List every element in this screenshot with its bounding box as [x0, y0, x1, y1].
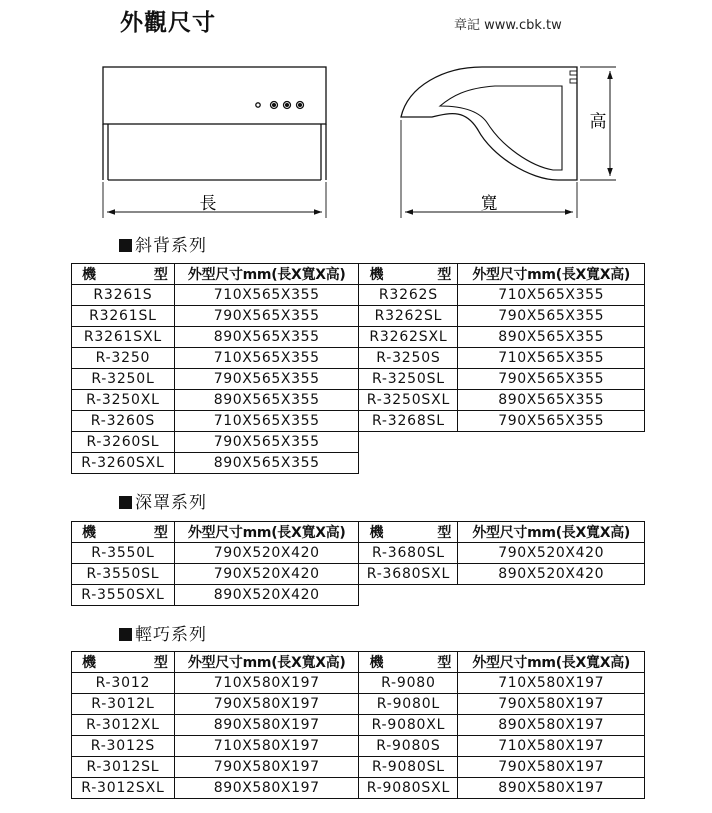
- dimension-cell: 790X565X355: [458, 411, 645, 432]
- spec-table-deep-hood-series: [71, 521, 645, 606]
- model-cell: R-3250XL: [72, 390, 175, 411]
- header-dimension: 外型尺寸mm(長X寬X高): [458, 652, 645, 673]
- model-cell: R-3250: [72, 348, 175, 369]
- dimension-cell: 890X520X420: [174, 585, 359, 606]
- table-row: [72, 736, 645, 757]
- dimension-cell: 890X580X197: [174, 715, 359, 736]
- dimension-cell: 890X565X355: [174, 390, 359, 411]
- table-row: [72, 694, 645, 715]
- table-row: [72, 543, 645, 564]
- dimension-cell: 790X520X420: [458, 543, 645, 564]
- section-title-slanted-series: [119, 231, 207, 256]
- dimension-cell: 890X565X355: [458, 327, 645, 348]
- spec-table-slanted-series: [71, 263, 645, 474]
- model-cell: R-3250SXL: [359, 390, 458, 411]
- length-label: 長: [199, 194, 217, 214]
- model-cell: R-3250S: [359, 348, 458, 369]
- dimension-cell: 790X565X355: [174, 432, 359, 453]
- model-cell: R-3012S: [72, 736, 175, 757]
- dimension-cell: 710X580X197: [458, 736, 645, 757]
- table-header-row: [72, 652, 645, 673]
- dimension-cell: 790X565X355: [458, 306, 645, 327]
- dimension-cell: 790X565X355: [174, 369, 359, 390]
- model-cell: R3261SL: [72, 306, 175, 327]
- model-cell: R-9080XL: [359, 715, 458, 736]
- width-label: 寬: [480, 194, 498, 214]
- dimension-cell: 710X580X197: [174, 673, 359, 694]
- empty-cell: [359, 585, 645, 606]
- dimension-cell: 710X565X355: [174, 411, 359, 432]
- header-dimension: 外型尺寸mm(長X寬X高): [458, 522, 645, 543]
- dimension-cell: 710X565X355: [174, 348, 359, 369]
- section-title-compact-series: [119, 620, 207, 645]
- table-row: [72, 585, 645, 606]
- table-row: [72, 432, 645, 453]
- dimension-cell: 890X580X197: [458, 778, 645, 799]
- side-view: [401, 67, 616, 218]
- dimension-cell: 890X580X197: [458, 715, 645, 736]
- bullet-square-icon: [119, 628, 132, 641]
- model-cell: R3261S: [72, 285, 175, 306]
- dimension-cell: 890X580X197: [174, 778, 359, 799]
- header-model: 機 型: [359, 264, 458, 285]
- model-cell: R-3012L: [72, 694, 175, 715]
- dimension-cell: 710X565X355: [458, 348, 645, 369]
- header-dimension: 外型尺寸mm(長X寬X高): [174, 652, 359, 673]
- dimension-cell: 790X580X197: [458, 757, 645, 778]
- table-header-row: [72, 264, 645, 285]
- table-row: [72, 327, 645, 348]
- dimension-cell: 710X580X197: [458, 673, 645, 694]
- dimension-cell: 790X520X420: [174, 543, 359, 564]
- dimension-cell: 790X565X355: [174, 306, 359, 327]
- section-title-text: 斜背系列: [135, 236, 207, 256]
- model-cell: R3262SL: [359, 306, 458, 327]
- model-cell: R-9080SXL: [359, 778, 458, 799]
- model-cell: R-3250SL: [359, 369, 458, 390]
- header-dimension: 外型尺寸mm(長X寬X高): [458, 264, 645, 285]
- header-model: 機 型: [359, 652, 458, 673]
- header-model: 機 型: [72, 652, 175, 673]
- header-dimension: 外型尺寸mm(長X寬X高): [174, 522, 359, 543]
- table-row: [72, 778, 645, 799]
- model-cell: R-9080L: [359, 694, 458, 715]
- header-model: 機 型: [72, 264, 175, 285]
- dimension-cell: 890X565X355: [458, 390, 645, 411]
- table-row: [72, 564, 645, 585]
- model-cell: R-3680SXL: [359, 564, 458, 585]
- model-cell: R-3550SL: [72, 564, 175, 585]
- header-dimension: 外型尺寸mm(長X寬X高): [174, 264, 359, 285]
- empty-cell: [359, 453, 645, 474]
- model-cell: R-3260SL: [72, 432, 175, 453]
- dimension-cell: 890X565X355: [174, 327, 359, 348]
- model-cell: R3261SXL: [72, 327, 175, 348]
- header-model: 機 型: [72, 522, 175, 543]
- table-row: [72, 453, 645, 474]
- model-cell: R-3250L: [72, 369, 175, 390]
- table-row: [72, 285, 645, 306]
- model-cell: R-9080S: [359, 736, 458, 757]
- section-title-deep-hood-series: [119, 488, 207, 513]
- model-cell: R-3550SXL: [72, 585, 175, 606]
- model-cell: R-3260SXL: [72, 453, 175, 474]
- empty-cell: [359, 432, 645, 453]
- dimension-cell: 710X565X355: [174, 285, 359, 306]
- spec-table-compact-series: [71, 651, 645, 799]
- model-cell: R-3260S: [72, 411, 175, 432]
- section-title-text: 輕巧系列: [135, 625, 207, 645]
- model-cell: R3262S: [359, 285, 458, 306]
- dimension-cell: 790X520X420: [174, 564, 359, 585]
- table-header-row: [72, 522, 645, 543]
- model-cell: R3262SXL: [359, 327, 458, 348]
- table-row: [72, 715, 645, 736]
- model-cell: R-3012SL: [72, 757, 175, 778]
- dimension-cell: 790X580X197: [458, 694, 645, 715]
- dimension-cell: 790X580X197: [174, 694, 359, 715]
- bullet-square-icon: [119, 496, 132, 509]
- table-row: [72, 757, 645, 778]
- page-title: 外觀尺寸: [120, 10, 216, 36]
- table-row: [72, 369, 645, 390]
- dimension-cell: 710X580X197: [174, 736, 359, 757]
- dimension-cell: 890X565X355: [174, 453, 359, 474]
- table-row: [72, 390, 645, 411]
- dimension-cell: 790X580X197: [174, 757, 359, 778]
- dimension-cell: 890X520X420: [458, 564, 645, 585]
- bullet-square-icon: [119, 239, 132, 252]
- section-title-text: 深罩系列: [135, 493, 207, 513]
- table-row: [72, 348, 645, 369]
- model-cell: R-3680SL: [359, 543, 458, 564]
- height-label: 高: [589, 112, 607, 132]
- model-cell: R-3550L: [72, 543, 175, 564]
- table-row: [72, 306, 645, 327]
- model-cell: R-9080SL: [359, 757, 458, 778]
- model-cell: R-3268SL: [359, 411, 458, 432]
- model-cell: R-9080: [359, 673, 458, 694]
- model-cell: R-3012: [72, 673, 175, 694]
- table-row: [72, 673, 645, 694]
- dimension-diagram: [0, 0, 712, 230]
- table-row: [72, 411, 645, 432]
- model-cell: R-3012XL: [72, 715, 175, 736]
- dimension-cell: 790X565X355: [458, 369, 645, 390]
- brand-website: 章記 www.cbk.tw: [454, 18, 562, 33]
- header-model: 機 型: [359, 522, 458, 543]
- model-cell: R-3012SXL: [72, 778, 175, 799]
- dimension-cell: 710X565X355: [458, 285, 645, 306]
